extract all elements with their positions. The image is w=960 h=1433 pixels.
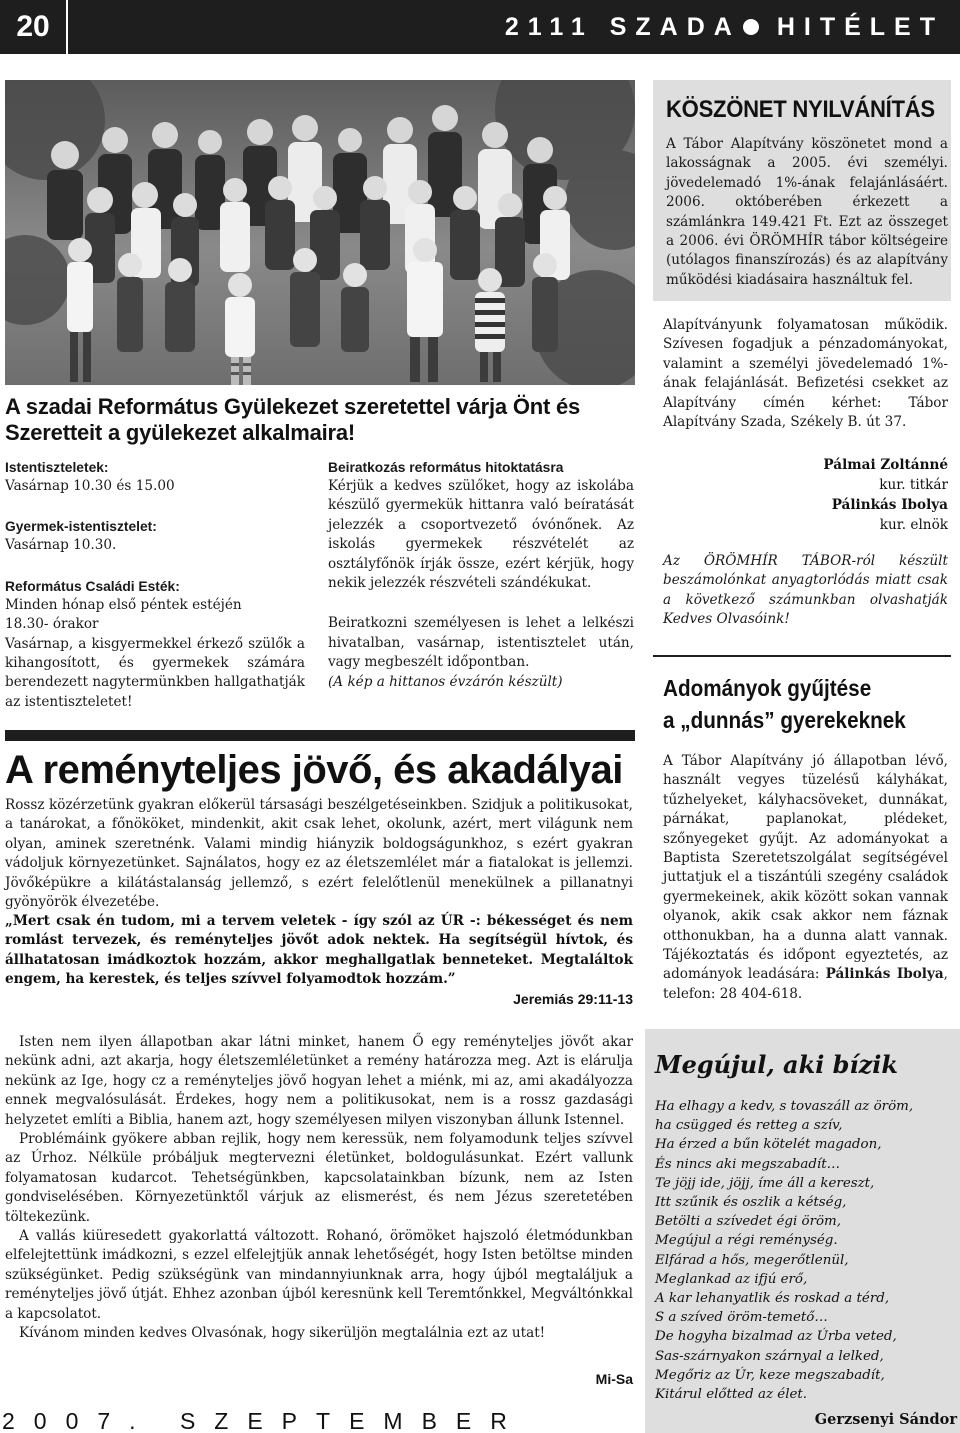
- poem-line: A kar lehanyatlik és roskad a térd,: [655, 1291, 890, 1307]
- quote-source: Jeremiás 29:11-13: [513, 991, 633, 1007]
- issue-date: 2007. SZEPTEMBER: [2, 1408, 526, 1433]
- poem-line: És nincs aki megszabadít…: [655, 1156, 840, 1172]
- poem-text: [655, 1097, 955, 1404]
- page-header: [0, 0, 960, 54]
- poem-line: ha csügged és retteg a szív,: [655, 1118, 843, 1134]
- camp-report-note: Az ÖRÖMHÍR TÁBOR-ról készült beszámolónkat anyagtorlódás miatt csak a következő számunkban olvashatják Kedves Olvasóink!: [663, 553, 948, 628]
- church-schedule: [5, 458, 305, 712]
- church-heading: A szadai Református Gyülekezet szeretettel várja Önt és Szeretteit a gyülekezet alkalmaira!: [5, 394, 581, 445]
- photo-caption: (A kép a hittanos évzárón készült): [328, 673, 563, 690]
- enrollment-office-text: Beiratkozni személyesen is lehet a lelkészi hivatalban, vasárnap, istentisztelet után, vagy megbeszélt időpontban.: [328, 615, 634, 671]
- article-heading: A reményteljes jövő, és akadályai: [5, 748, 623, 792]
- section-title: [470, 0, 944, 54]
- contact-name: Pálinkás Ibolya: [825, 966, 944, 983]
- services-text: Vasárnap 10.30 és 15.00: [5, 478, 175, 494]
- enrollment-label: Beiratkozás református hitoktatásra: [328, 460, 564, 475]
- group-photo-image: [5, 80, 635, 385]
- signature-1-name: Pálmai Zoltánné: [823, 457, 948, 473]
- poem-line: Meglankad az ifjú erő,: [655, 1271, 808, 1287]
- signature-2-name: Pálinkás Ibolya: [831, 497, 948, 513]
- article-paragraph: Problémáink gyökere abban rejlik, hogy nem keressük, nem folyamodunk teljes szívvel az Úrhoz. Nélküle próbáljuk megtervezni életünket, boldogulásunkat. Ezért vallunk folyamatosan kudarcot. Tehetségünkben, kapcsolatainkban bízunk, nem az Isten gondviselésében. Környezetünktől várjuk az elismerést, és nem Jézus szeretetében töltekezünk.: [5, 1131, 633, 1225]
- family-evening-label: Református Családi Esték:: [5, 578, 180, 594]
- signature-2-role: kur. elnök: [879, 517, 948, 533]
- family-evening-time: Minden hónap első péntek estéjén: [5, 596, 242, 613]
- group-photo: [5, 80, 635, 385]
- poem-line: Sas-szárnyakon szárnyal a lelked,: [655, 1348, 884, 1364]
- poem-line: Megújul a régi reménység.: [655, 1233, 838, 1249]
- enrollment-text: Kérjük a kedves szülőket, hogy az iskolába készülő gyermekük hittanra való beíratását jelezzék a csoportvezető óvónőnek. Az iskolás gyermekek részvételét az osztályfőnök írják össze, ezért kérjük, hogy nekik jelezzék részvételi szándékukat.: [328, 478, 634, 592]
- poem-title: Megújul, aki bízik: [655, 1050, 898, 1079]
- signature-1-role: kur. titkár: [879, 477, 948, 493]
- article-intro: Rossz közérzetünk gyakran előkerül társasági beszélgetéseinkben. Szidjuk a politikusokat, a tanárokat, a főnököket, mindenkit, akit csak lehet, okolunk, azért, mert világunk nem olyan, aminek szeretnénk. Valami mindig hiányzik boldogságunkhoz, s ezért gyakran vádoljuk környezetünket. Sajnálatos, hogy ez az életszemlélet már a fiatalokat is jellemzi. Jövőképükre a kilátástalanság jellemző, s ezért felelőtlenül menekülnek a pillanatnyi gyönyörök élvezetébe.: [5, 797, 633, 911]
- enrollment-block: [328, 458, 634, 692]
- poem-line: Betölti a szívedet égi öröm,: [655, 1214, 841, 1230]
- poem-line: Itt szűnik és oszlik a kétség,: [655, 1195, 847, 1211]
- donations-heading-line2: a „dunnás” gyerekeknek: [663, 707, 906, 733]
- bullet-icon: [743, 19, 759, 35]
- thanks-text: A Tábor Alapítvány köszönetet mond a lakosságnak a 2005. évi személyi. jövedelemadó 1%-ának felajánlásáért. 2006. októberében érkezett a számlánkra 149.421 Ft. Ezt az összeget a 2006. évi ÖRÖMHÍR tábor költségeire (utólagos finanszírozás) és az alapítvány működési kiadásaira használtuk fel.: [666, 136, 948, 288]
- poem-line: Ha érzed a bűn kötelét magadon,: [655, 1137, 882, 1153]
- donations-heading: [663, 672, 924, 736]
- family-evening-note: Vasárnap, a kisgyermekkel érkező szülők a kihangosított, és gyermekek számára berendezett nagytermünkben hallgathatják az istentiszteletet!: [5, 635, 305, 710]
- family-evening-hour: 18.30- órakor: [5, 616, 99, 633]
- article-paragraph: A vallás kiüresedett gyakorlattá változott. Rohanó, örömöket hajszoló életmódunkban elfelejtettünk imádkozni, s ezzel elfelejtjük annak lehetőségét, hogy Isten betöltse minden szükségünket. Pedig szükségünk van mindannyiunknak arra, hogy újból megtaláljuk a reményteljes jövő útját. Ehhez azonban újból keresnünk kell Teremtőnkkel, Megváltónkkal a kapcsolatot.: [5, 1228, 633, 1322]
- children-service-label: Gyermek-istentisztelet:: [5, 519, 157, 535]
- poem-author: Gerzsenyi Sándor: [814, 1411, 957, 1428]
- article-paragraph: Kívánom minden kedves Olvasónak, hogy sikerüljön megtalálnia ezt az utat!: [19, 1325, 546, 1342]
- poem-line: De hogyha bizalmad az Úrba veted,: [655, 1329, 897, 1345]
- thanks-heading: KÖSZÖNET NYILVÁNÍTÁS: [666, 96, 935, 123]
- right-divider: [653, 655, 951, 657]
- donations-text: A Tábor Alapítvány jó állapotban lévő, használt vegyes tüzelésű kályhákat, tűzhelyeket, kályhacsöveket, dunnákat, párnákat, paplanokat, plédeket, szőnyegeket gyűjt. Az adományokat a Baptista Szeretetszolgálat segítségével juttatjuk el a tiszántúli szegény családok gyermekeinek, akik között sokan vannak olyanok, akik csak akkor nem fáznak otthonukban, ha a dunna alatt vannak. Tájékoztatás és időpont egyeztetés, az adományok leadására: Pálinkás Ibolya, telefon: 28 404-618.: [663, 753, 948, 1002]
- section-title-right: HITÉLET: [776, 12, 944, 41]
- section-divider: [5, 730, 635, 741]
- poem-line: Megőriz az Úr, keze megszabadít,: [655, 1367, 885, 1383]
- poem-line: S a szíved öröm-temető…: [655, 1310, 828, 1326]
- poem-line: Elfárad a hős, megerőtlenül,: [655, 1252, 849, 1268]
- poem-line: Kitárul előtted az élet.: [655, 1387, 808, 1403]
- article-paragraph: Isten nem ilyen állapotban akar látni minket, hanem Ő egy reményteljes jövőt akar nekünk adni, azt akarja, hogy életszemléletünket a remény határozza meg. Azt is elárulja nekünk az Ige, hogy cz a reményteljes jövő hogyan lehet a miénk, mi az, ami akadályozza ennek megvalósulását. Érdekes, hogy nem a politikusokat, nem is a rossz gazdasági helyzetet említi a Biblia, hanem azt, hogy személyesen milyen viszonyban állunk Istennel.: [5, 1034, 633, 1128]
- services-label: Istentiszteletek:: [5, 460, 109, 475]
- poem-line: Ha elhagy a kedv, s tovaszáll az öröm,: [655, 1099, 914, 1114]
- foundation-text: Alapítványunk folyamatosan működik. Szívesen fogadjuk a pénzadományokat, valamint a személyi jövedelemadó 1%-ának felajánlását. Befizetési csekket az Alapítvány címén kérhet: Tábor Alapítvány Szada, Székely B. út 37.: [663, 317, 948, 431]
- page-number: 20: [0, 0, 68, 54]
- article-signature: Mi-Sa: [595, 1371, 633, 1387]
- bible-quote: „Mert csak én tudom, mi a tervem veletek - így szól az ÚR -: békességet és nem romlást tervezek, és reményteljes jövőt adok nektek. Ha segítségül hívtok, és állhatatosan imádkoztok hozzám, akkor meghallgatlak benneteket. Megtaláltok engem, ha kerestek, és teljes szívvel folyamodtok hozzám.”: [5, 913, 633, 988]
- article-body: [5, 1033, 633, 1344]
- section-title-left: 2111 SZADA: [504, 12, 741, 41]
- children-service-text: Vasárnap 10.30.: [5, 537, 117, 554]
- poem-line: Te jöjj ide, jöjj, íme áll a kereszt,: [655, 1175, 875, 1191]
- donations-heading-line1: Adományok gyűjtése: [663, 675, 872, 701]
